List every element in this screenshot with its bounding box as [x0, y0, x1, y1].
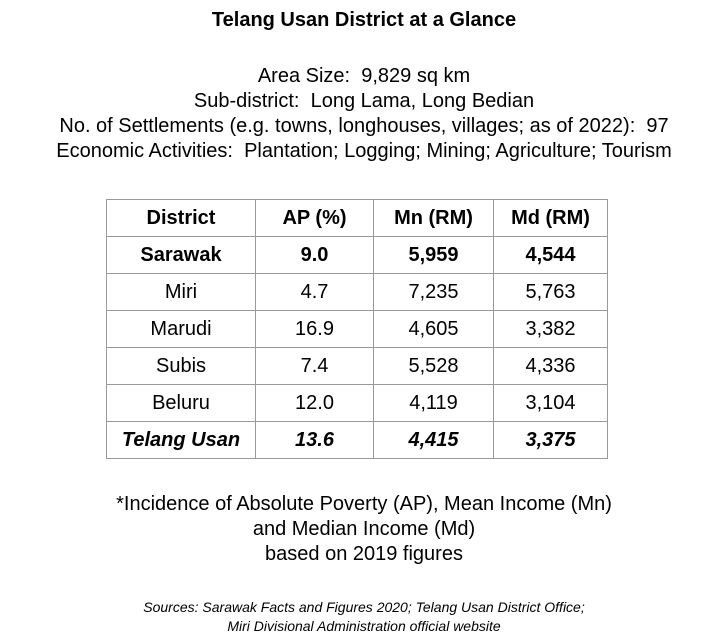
cell-ap: 16.9 — [256, 311, 374, 348]
cell-md: 3,375 — [494, 422, 608, 459]
footnote-line: and Median Income (Md) — [252, 518, 476, 540]
table-row — [107, 311, 608, 348]
cell-district: Subis — [107, 348, 256, 385]
table-row — [107, 274, 608, 311]
cell-md: 4,544 — [494, 237, 608, 274]
cell-district: Marudi — [107, 311, 256, 348]
cell-ap: 7.4 — [256, 348, 374, 385]
footnote — [0, 492, 728, 567]
cell-ap: 9.0 — [256, 237, 374, 274]
table-row — [107, 237, 608, 274]
sources-line: Sources: Sarawak Facts and Figures 2020; Telang Usan District Office; — [143, 599, 585, 615]
cell-mn: 4,119 — [374, 385, 494, 422]
cell-mn: 5,959 — [374, 237, 494, 274]
table-row — [107, 385, 608, 422]
cell-mn: 4,415 — [374, 422, 494, 459]
header-ap: AP (%) — [256, 200, 374, 237]
cell-mn: 4,605 — [374, 311, 494, 348]
footnote-line: based on 2019 figures — [265, 543, 463, 565]
cell-md: 3,382 — [494, 311, 608, 348]
table-header-row — [107, 200, 608, 237]
settlements-text: No. of Settlements (e.g. towns, longhouses, villages; as of 2022): 97 — [59, 115, 669, 137]
sources-line: Miri Divisional Administration official website — [227, 618, 501, 634]
cell-ap: 12.0 — [256, 385, 374, 422]
cell-district: Beluru — [107, 385, 256, 422]
subdistrict-text: Sub-district: Long Lama, Long Bedian — [193, 90, 535, 112]
cell-mn: 5,528 — [374, 348, 494, 385]
header-district: District — [107, 200, 256, 237]
cell-md: 3,104 — [494, 385, 608, 422]
table-row — [107, 422, 608, 459]
header-md: Md (RM) — [494, 200, 608, 237]
page-title: Telang Usan District at a Glance — [211, 9, 517, 31]
cell-district: Telang Usan — [107, 422, 256, 459]
cell-md: 4,336 — [494, 348, 608, 385]
cell-district: Sarawak — [107, 237, 256, 274]
table-row — [107, 348, 608, 385]
cell-ap: 13.6 — [256, 422, 374, 459]
poverty-income-table — [106, 199, 608, 459]
area-size-text: Area Size: 9,829 sq km — [257, 65, 471, 87]
cell-ap: 4.7 — [256, 274, 374, 311]
district-facts — [0, 64, 728, 164]
economic-activities-text: Economic Activities: Plantation; Logging; Mining; Agriculture; Tourism — [56, 140, 672, 162]
cell-md: 5,763 — [494, 274, 608, 311]
cell-district: Miri — [107, 274, 256, 311]
cell-mn: 7,235 — [374, 274, 494, 311]
footnote-line: *Incidence of Absolute Poverty (AP), Mean Income (Mn) — [116, 493, 612, 515]
header-mn: Mn (RM) — [374, 200, 494, 237]
sources-citation — [0, 598, 728, 636]
